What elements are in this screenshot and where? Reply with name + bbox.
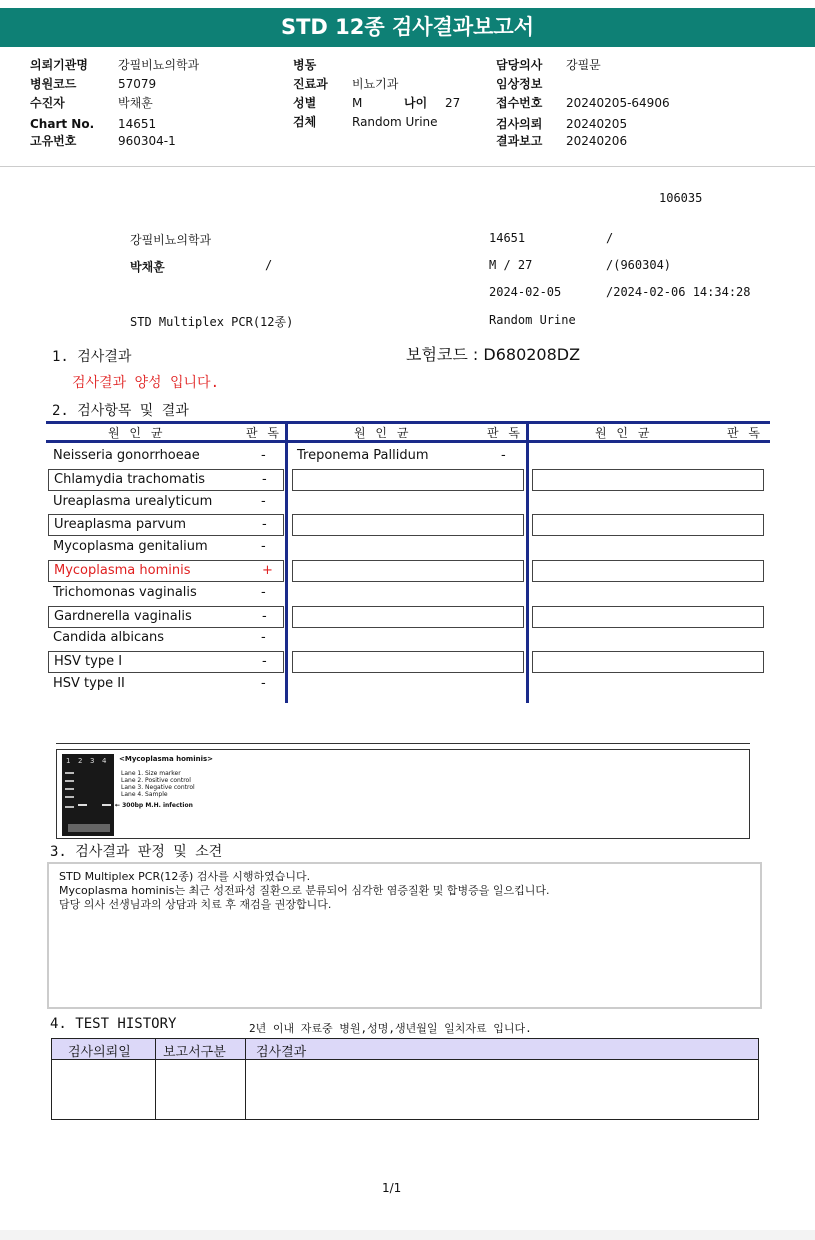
gel-legend-item: Lane 1. Size marker (121, 770, 181, 777)
hospital-code-label: 병원코드 (30, 77, 77, 91)
pathogen-name: Mycoplasma genitalium (53, 539, 208, 555)
marker-band (65, 780, 74, 782)
pathogen-row (48, 514, 284, 536)
col-judgment-header: 판 독 (487, 426, 523, 440)
hospital-code-value: 57079 (118, 77, 157, 91)
col-judgment-header: 판 독 (246, 426, 282, 440)
age-label: 나이 (404, 96, 428, 110)
doctor-value: 강필문 (566, 58, 601, 72)
patient-value: 박채훈 (118, 96, 153, 110)
info-chart: 14651 (489, 231, 526, 245)
history-col-result: 검사결과 (256, 1045, 307, 1060)
unique-no-value: 960304-1 (118, 134, 176, 148)
receipt-value: 20240205-64906 (566, 96, 670, 110)
empty-row (292, 606, 524, 628)
gel-arrow-label: ← 300bp M.H. infection (115, 802, 193, 809)
info-test-name: STD Multiplex PCR(12종) (130, 315, 294, 329)
pathogen-name: Treponema Pallidum (297, 448, 429, 463)
specimen-label: 검체 (293, 115, 317, 129)
primer-glow (68, 824, 110, 832)
info-request-date: 2024-02-05 (489, 285, 562, 299)
empty-row (292, 651, 524, 673)
pathogen-row (48, 628, 284, 650)
history-col-date: 검사의뢰일 (68, 1045, 131, 1060)
patient-label: 수진자 (30, 96, 65, 110)
info-institution: 강필비뇨의학과 (130, 233, 212, 247)
report-title: STD 12종 검사결과보고서 (0, 8, 815, 47)
request-label: 검사의뢰 (496, 117, 543, 131)
pathogen-name: Mycoplasma hominis (54, 563, 191, 578)
judgment-mark: - (501, 448, 506, 463)
empty-row (292, 514, 524, 536)
sex-value: M (352, 96, 363, 110)
gel-electrophoresis-image (62, 754, 114, 836)
pathogen-name: HSV type I (54, 654, 123, 670)
pathogen-name: Ureaplasma urealyticum (53, 493, 213, 509)
comment-line: STD Multiplex PCR(12종) 검사를 시행하였습니다. (59, 870, 311, 883)
pathogen-row (48, 537, 284, 559)
judgment-mark: - (261, 493, 266, 509)
history-header-row (52, 1039, 758, 1060)
history-col-type: 보고서구분 (163, 1045, 226, 1060)
pathogen-name: Neisseria gonorrhoeae (53, 448, 200, 463)
empty-row (532, 560, 764, 582)
institution-value: 강필비뇨의학과 (118, 58, 200, 72)
comment-box (47, 862, 762, 1009)
empty-row (532, 651, 764, 673)
section4-title: 4. TEST HISTORY (50, 1016, 177, 1032)
info-specimen: Random Urine (489, 313, 576, 327)
history-note: 2년 이내 자료중 병원,성명,생년월일 일치자료 입니다. (249, 1022, 532, 1035)
pathogen-row (48, 674, 284, 696)
pathogen-name: Candida albicans (53, 630, 165, 646)
info-slash: / (265, 258, 273, 272)
positive-band (78, 804, 87, 806)
lane-number: 2 (78, 757, 83, 765)
chart-label: Chart No. (30, 117, 95, 131)
report-value: 20240206 (566, 134, 628, 148)
section1-title: 1. 검사결과 (52, 349, 132, 365)
pathogen-row (48, 492, 284, 514)
unique-no-label: 고유번호 (30, 134, 77, 148)
section3-title: 3. 검사결과 판정 및 소견 (50, 844, 223, 860)
col-judgment-header: 판 독 (727, 426, 763, 440)
institution-label: 의뢰기관명 (30, 58, 88, 72)
pathogen-row (48, 606, 284, 628)
judgment-mark: - (261, 676, 266, 691)
header-divider (0, 166, 815, 167)
info-sex-age: M / 27 (489, 258, 533, 272)
judgment-mark: - (261, 539, 266, 555)
lane-number: 1 (66, 757, 71, 765)
col-pathogen-header: 원 인 균 (108, 426, 166, 440)
marker-band (65, 806, 74, 808)
pathogen-row (48, 446, 284, 468)
lane-number: 4 (102, 757, 107, 765)
report-label: 결과보고 (496, 134, 543, 148)
judgment-mark: - (262, 654, 267, 670)
pathogen-row (48, 651, 284, 673)
judgment-mark: - (262, 608, 267, 624)
dept-value: 비뇨기과 (352, 77, 399, 91)
col-pathogen-header: 원 인 균 (595, 426, 653, 440)
receipt-label: 접수번호 (496, 96, 543, 110)
section2-title: 2. 검사항목 및 결과 (52, 403, 189, 419)
page-number: 1/1 (382, 1181, 402, 1195)
pathogen-row (48, 469, 284, 491)
chart-value: 14651 (118, 117, 157, 131)
dept-label: 진료과 (293, 77, 328, 91)
table-col-divider (285, 421, 288, 703)
pathogen-name: HSV type II (53, 676, 125, 691)
comment-line: 담당 의사 선생님과의 상담과 치료 후 재검을 권장합니다. (59, 898, 332, 911)
judgment-mark: - (261, 448, 266, 463)
sample-band (102, 804, 111, 806)
clinical-label: 임상정보 (496, 77, 543, 91)
pathogen-row (48, 583, 284, 605)
marker-band (65, 788, 74, 790)
pathogen-name: Ureaplasma parvum (54, 517, 187, 533)
history-table (51, 1038, 759, 1120)
info-patient: 박채훈 (130, 260, 165, 274)
empty-row (292, 560, 524, 582)
history-col-divider (155, 1039, 156, 1119)
gel-legend-item: Lane 3. Negative control (121, 784, 195, 791)
table-col-divider (526, 421, 529, 703)
doctor-label: 담당의사 (496, 58, 543, 72)
info-slash: / (606, 231, 614, 245)
gel-divider (56, 743, 750, 744)
doc-number: 106035 (659, 191, 703, 205)
judgment-mark: + (262, 563, 273, 578)
empty-row (532, 514, 764, 536)
judgment-mark: - (261, 630, 266, 646)
gel-legend-item: Lane 4. Sample (121, 791, 168, 798)
pathogen-row (48, 560, 284, 582)
gel-title: <Mycoplasma hominis> (119, 755, 214, 763)
results-table (46, 421, 770, 703)
history-col-divider (245, 1039, 246, 1119)
col-pathogen-header: 원 인 균 (354, 426, 412, 440)
info-report-datetime: /2024-02-06 14:34:28 (606, 285, 751, 299)
info-dob: /(960304) (606, 258, 672, 272)
gel-panel (56, 749, 750, 839)
age-value: 27 (445, 96, 461, 110)
pathogen-name: Gardnerella vaginalis (54, 608, 192, 624)
ward-label: 병동 (293, 58, 317, 72)
specimen-value: Random Urine (352, 115, 438, 129)
gel-legend-item: Lane 2. Positive control (121, 777, 191, 784)
empty-row (532, 606, 764, 628)
insurance-code: 보험코드 : D680208DZ (406, 345, 581, 364)
marker-band (65, 772, 74, 774)
pathogen-row (292, 446, 524, 468)
pathogen-name: Chlamydia trachomatis (54, 471, 206, 487)
marker-band (65, 796, 74, 798)
sex-label: 성별 (293, 96, 317, 110)
empty-row (292, 469, 524, 491)
empty-row (532, 469, 764, 491)
comment-line: Mycoplasma hominis는 최근 성전파성 질환으로 분류되어 심각한 염증질환 및 합병증을 일으킵니다. (59, 884, 550, 897)
judgment-mark: - (262, 517, 267, 533)
request-value: 20240205 (566, 117, 628, 131)
pathogen-name: Trichomonas vaginalis (53, 584, 197, 600)
judgment-mark: - (262, 471, 267, 487)
overall-result: 검사결과 양성 입니다. (72, 375, 220, 391)
judgment-mark: - (261, 584, 266, 600)
lane-number: 3 (90, 757, 95, 765)
